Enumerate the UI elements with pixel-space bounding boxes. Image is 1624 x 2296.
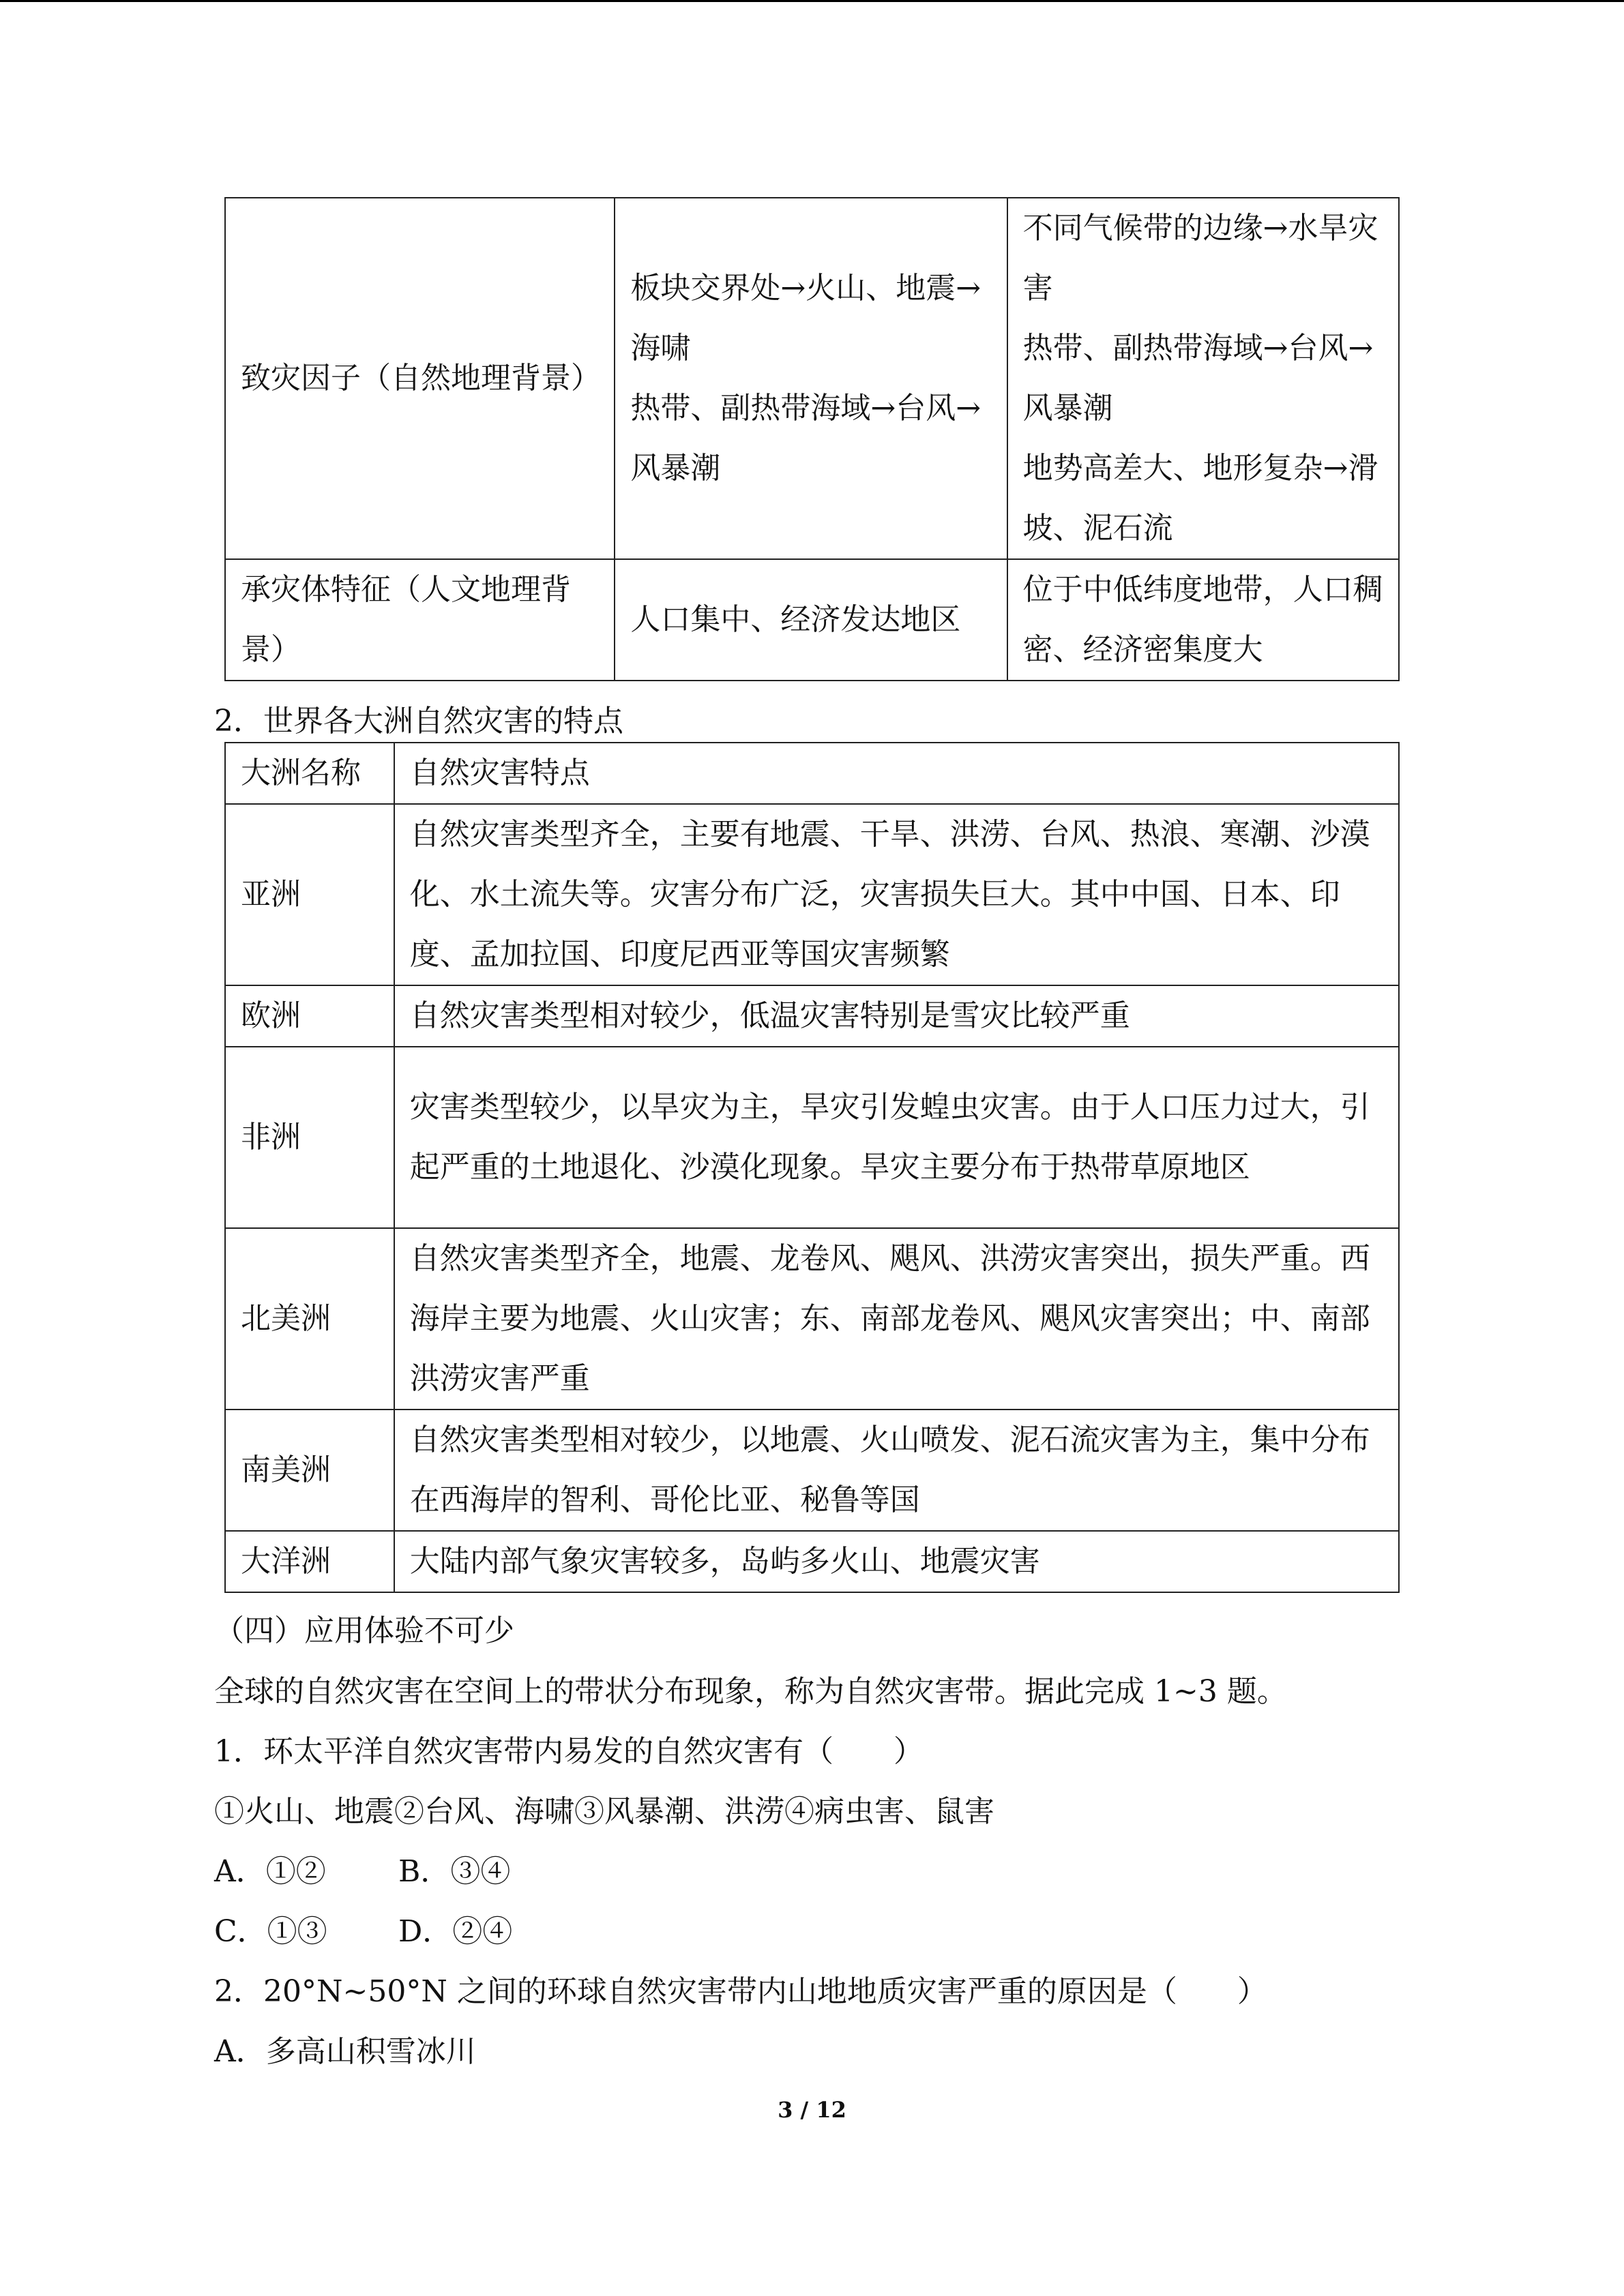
table-cell: 不同气候带的边缘→水旱灾害 热带、副热带海域→台风→风暴潮 地势高差大、地形复杂→滑坡、泥石流 — [1007, 198, 1399, 559]
continent-name: 欧洲 — [225, 985, 394, 1047]
table-row — [225, 804, 1399, 985]
question-2-option-a: A．多高山积雪冰川 — [214, 2034, 476, 2069]
row-label-exposure-feature: 承灾体特征（人文地理背景） — [225, 559, 615, 681]
table-row — [225, 198, 1399, 559]
table-row — [225, 559, 1399, 681]
column-header: 自然灾害特点 — [394, 743, 1399, 804]
question-1-items: ①火山、地震②台风、海啸③风暴潮、洪涝④病虫害、鼠害 — [214, 1794, 994, 1829]
table-row — [225, 985, 1399, 1047]
exercise-intro: 全球的自然灾害在空间上的带状分布现象，称为自然灾害带。据此完成 1~3 题。 — [214, 1674, 1287, 1709]
table-row — [225, 1047, 1399, 1228]
table-cell: 人口集中、经济发达地区 — [615, 559, 1007, 681]
table-header-row — [225, 743, 1399, 804]
continent-name: 北美洲 — [225, 1228, 394, 1410]
question-1-option-b: B．③④ — [398, 1854, 511, 1889]
disaster-features: 灾害类型较少，以旱灾为主，旱灾引发蝗虫灾害。由于人口压力过大，引起严重的土地退化、沙漠化现象。旱灾主要分布于热带草原地区 — [394, 1047, 1399, 1228]
question-1-option-c: C．①③ — [214, 1914, 327, 1949]
disaster-features: 自然灾害类型齐全，主要有地震、干旱、洪涝、台风、热浪、寒潮、沙漠化、水土流失等。灾害分布广泛，灾害损失巨大。其中中国、日本、印度、孟加拉国、印度尼西亚等国灾害频繁 — [394, 804, 1399, 985]
continent-name: 亚洲 — [225, 804, 394, 985]
continent-name: 非洲 — [225, 1047, 394, 1228]
table-cell: 位于中低纬度地带，人口稠密、经济密集度大 — [1007, 559, 1399, 681]
section-2-title: 2．世界各大洲自然灾害的特点 — [214, 704, 623, 739]
question-2-stem: 2．20°N~50°N 之间的环球自然灾害带内山地地质灾害严重的原因是（ ） — [214, 1974, 1267, 2009]
section-4-title: （四）应用体验不可少 — [214, 1613, 514, 1648]
question-1-option-a: A．①② — [214, 1854, 326, 1889]
question-1-stem: 1．环太平洋自然灾害带内易发的自然灾害有（ ） — [214, 1734, 924, 1769]
disaster-features: 自然灾害类型相对较少，以地震、火山喷发、泥石流灾害为主，集中分布在西海岸的智利、哥伦比亚、秘鲁等国 — [394, 1410, 1399, 1531]
row-label-hazard-factor: 致灾因子（自然地理背景） — [225, 198, 615, 559]
table-row — [225, 1228, 1399, 1410]
table-cell: 板块交界处→火山、地震→海啸 热带、副热带海域→台风→风暴潮 — [615, 198, 1007, 559]
table-row — [225, 1531, 1399, 1592]
question-1-option-d: D．②④ — [398, 1914, 513, 1949]
disaster-features: 自然灾害类型相对较少，低温灾害特别是雪灾比较严重 — [394, 985, 1399, 1047]
disaster-features: 大陆内部气象灾害较多，岛屿多火山、地震灾害 — [394, 1531, 1399, 1592]
column-header: 大洲名称 — [225, 743, 394, 804]
disaster-factors-table — [224, 197, 1400, 681]
continent-disasters-table — [224, 742, 1400, 1593]
table-row — [225, 1410, 1399, 1531]
page-number: 3 / 12 — [778, 2097, 846, 2123]
continent-name: 大洋洲 — [225, 1531, 394, 1592]
continent-name: 南美洲 — [225, 1410, 394, 1531]
disaster-features: 自然灾害类型齐全，地震、龙卷风、飓风、洪涝灾害突出，损失严重。西海岸主要为地震、火山灾害；东、南部龙卷风、飓风灾害突出；中、南部洪涝灾害严重 — [394, 1228, 1399, 1410]
